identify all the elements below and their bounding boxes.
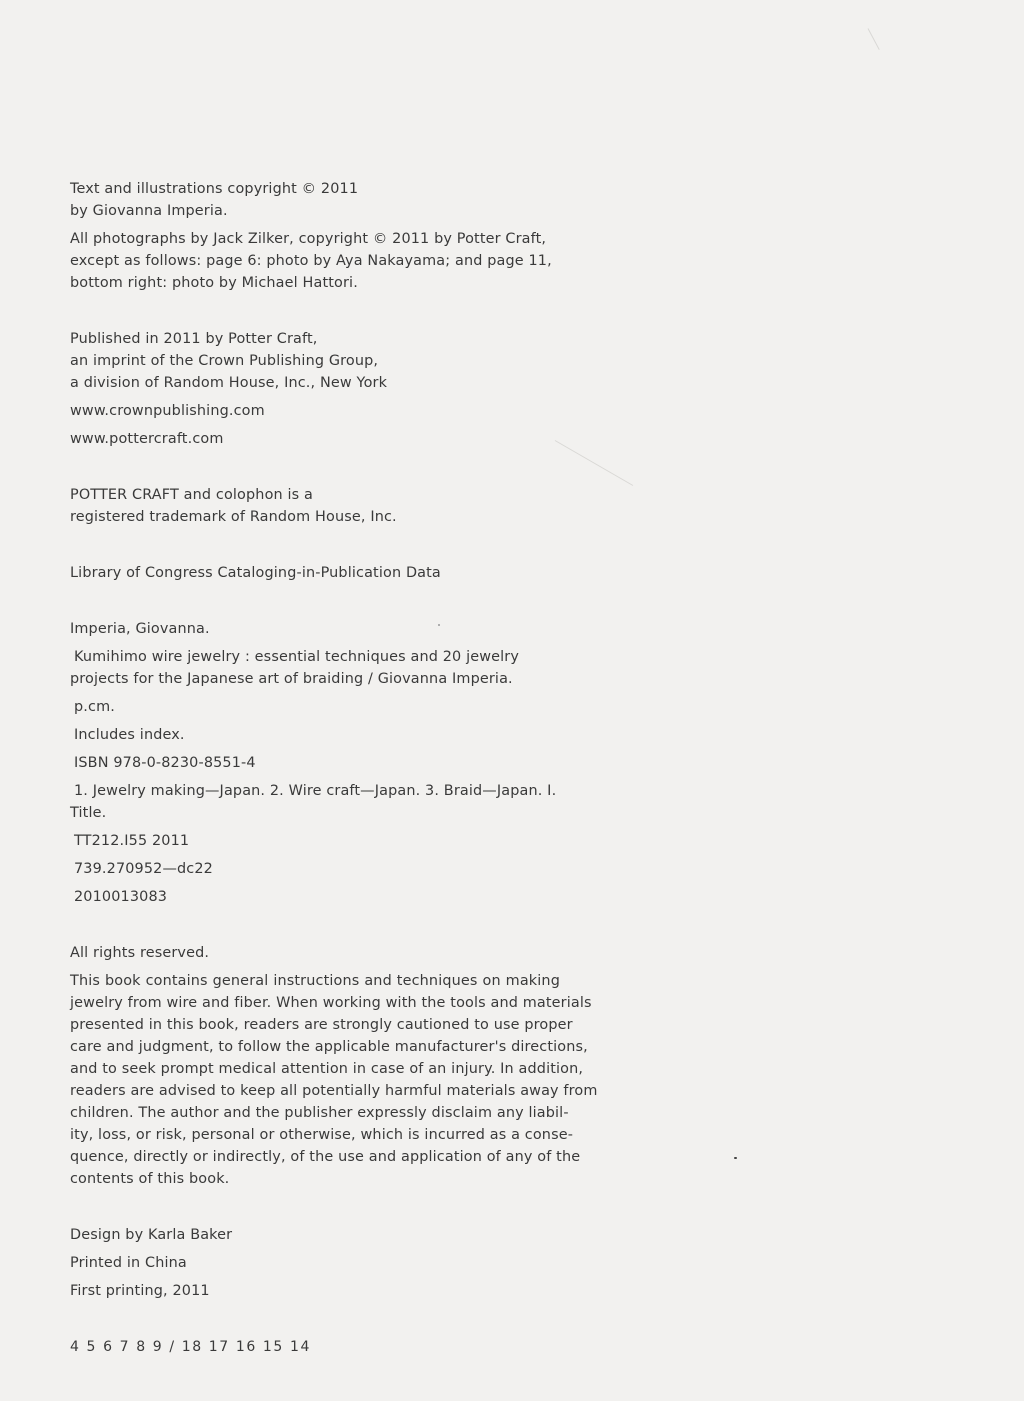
cip-ddc: 739.270952—dc22 bbox=[74, 861, 213, 877]
trademark-line-2: registered trademark of Random House, Inc. bbox=[70, 509, 397, 525]
paper-speck bbox=[438, 624, 440, 626]
disclaimer-line: quence, directly or indirectly, of the use and application of any of the bbox=[70, 1149, 581, 1165]
disclaimer-line: and to seek prompt medical attention in case of an injury. In addition, bbox=[70, 1061, 584, 1077]
cip-title-line-2: projects for the Japanese art of braiding / Giovanna Imperia. bbox=[70, 671, 513, 687]
crown-publishing-url: www.crownpublishing.com bbox=[70, 403, 265, 419]
paper-speck bbox=[734, 1157, 737, 1159]
cip-title-line-1: Kumihimo wire jewelry : essential techniques and 20 jewelry bbox=[74, 649, 520, 665]
photo-credit-line-3: bottom right: photo by Michael Hattori. bbox=[70, 275, 358, 291]
paper-scratch bbox=[868, 28, 880, 50]
cip-subjects-line-2: Title. bbox=[70, 805, 107, 821]
disclaimer-line: jewelry from wire and fiber. When working with the tools and materials bbox=[70, 995, 592, 1011]
cip-heading: Library of Congress Cataloging-in-Publication Data bbox=[70, 565, 441, 581]
trademark-line-1: POTTER CRAFT and colophon is a bbox=[70, 487, 314, 503]
disclaimer-line: ity, loss, or risk, personal or otherwise, which is incurred as a conse- bbox=[70, 1127, 574, 1143]
cip-isbn: ISBN 978-0-8230-8551-4 bbox=[74, 755, 256, 771]
printed-in: Printed in China bbox=[70, 1255, 187, 1271]
disclaimer-line: readers are advised to keep all potentially harmful materials away from bbox=[70, 1083, 598, 1099]
disclaimer-line: contents of this book. bbox=[70, 1171, 230, 1187]
printing-number-line: 4 5 6 7 8 9 / 18 17 16 15 14 bbox=[70, 1339, 311, 1355]
publisher-line-1: Published in 2011 by Potter Craft, bbox=[70, 331, 318, 347]
copyright-line-2: by Giovanna Imperia. bbox=[70, 203, 228, 219]
first-printing: First printing, 2011 bbox=[70, 1283, 210, 1299]
cip-author: Imperia, Giovanna. bbox=[70, 621, 210, 637]
copyright-line-1: Text and illustrations copyright © 2011 bbox=[70, 181, 359, 197]
cip-index: Includes index. bbox=[74, 727, 185, 743]
cip-lcc: TT212.I55 2011 bbox=[74, 833, 190, 849]
publisher-line-3: a division of Random House, Inc., New York bbox=[70, 375, 388, 391]
cip-lccn: 2010013083 bbox=[74, 889, 168, 905]
photo-credit-line-1: All photographs by Jack Zilker, copyright © 2011 by Potter Craft, bbox=[70, 231, 547, 247]
cip-subjects-line-1: 1. Jewelry making—Japan. 2. Wire craft—Japan. 3. Braid—Japan. I. bbox=[74, 783, 557, 799]
publisher-line-2: an imprint of the Crown Publishing Group, bbox=[70, 353, 379, 369]
disclaimer-line: care and judgment, to follow the applicable manufacturer's directions, bbox=[70, 1039, 588, 1055]
cip-pcm: p.cm. bbox=[74, 699, 115, 715]
copyright-page bbox=[70, 178, 598, 1358]
disclaimer-line: This book contains general instructions and techniques on making bbox=[70, 973, 560, 989]
disclaimer-paragraph bbox=[70, 970, 598, 1190]
photo-credit-line-2: except as follows: page 6: photo by Aya Nakayama; and page 11, bbox=[70, 253, 552, 269]
disclaimer-line: children. The author and the publisher expressly disclaim any liabil- bbox=[70, 1105, 569, 1121]
disclaimer-line: presented in this book, readers are strongly cautioned to use proper bbox=[70, 1017, 573, 1033]
rights-reserved: All rights reserved. bbox=[70, 945, 210, 961]
potter-craft-url: www.pottercraft.com bbox=[70, 431, 224, 447]
design-credit: Design by Karla Baker bbox=[70, 1227, 233, 1243]
